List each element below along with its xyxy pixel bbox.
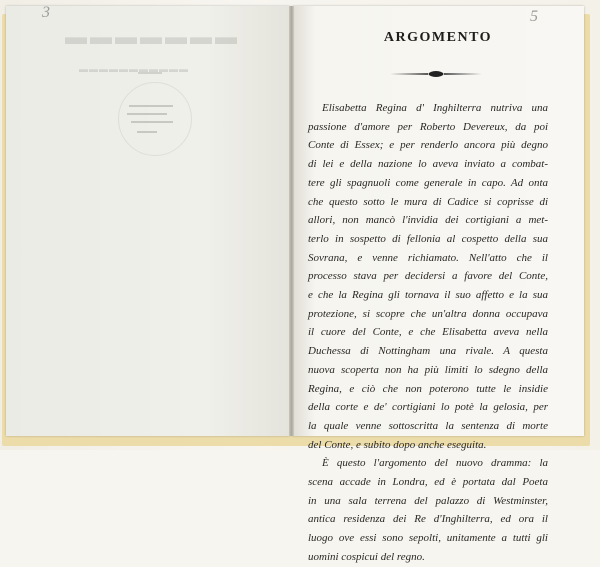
text-line: Sovrana, e venne richiamato. Nell'atto che il	[308, 251, 548, 264]
text-line: e che la Regina gli tornava il suo affetto e la sua	[308, 289, 548, 302]
text-line: scena accade in Londra, ed è portata dal Poeta	[308, 476, 548, 489]
argument-text	[308, 99, 548, 567]
book-gutter	[289, 6, 294, 436]
show-through-title: ▬▬▬▬▬▬▬	[62, 24, 237, 49]
show-through-ornament	[138, 72, 162, 74]
text-line: passione d'amore per Roberto Devereux, da poi	[308, 120, 548, 133]
pencil-page-mark-right: 5	[530, 8, 538, 25]
text-line: la quale venne sottoscritta la sentenza di morte	[308, 419, 548, 432]
text-line: del Conte, e subito dopo anche eseguita.	[308, 438, 487, 451]
text-line: di lei e della nazione lo aveva inviato a combat-	[308, 158, 548, 171]
text-line: allori, non mancò l'invidia dei cortigiani a met-	[308, 214, 548, 227]
text-line: nuova scoperta non ha più limiti lo sdegno della	[308, 363, 548, 376]
pencil-page-mark-left: 3	[42, 4, 50, 21]
text-line: protezione, si scopre che un'altra donna occupava	[308, 307, 548, 320]
show-through-subtitle: ▬▬▬▬▬▬▬▬▬▬▬	[78, 64, 188, 74]
text-line: in una sala terrena del palazzo di Westminster,	[308, 494, 548, 507]
text-line: Regina, e ciò che non poterono tutte le insidie	[308, 382, 548, 395]
library-stamp	[118, 82, 192, 156]
text-line: Conte di Essex; e per renderlo ancora più degno	[308, 139, 548, 152]
text-line: tere gli spagnuoli come generale in capo. Ad onta	[308, 176, 548, 189]
text-line: il cuore del Conte, e che Elisabetta aveva nella	[308, 326, 548, 339]
text-line: uomini cospicui del regno.	[308, 550, 425, 563]
text-line: antica residenza dei Re d'Inghilterra, ed ora il	[308, 513, 548, 526]
text-line: Elisabetta Regina d' Inghilterra nutriva una	[322, 102, 548, 114]
text-line: luogo ove essi sono sepolti, unitamente a tutti gli	[308, 532, 548, 545]
text-line: della corte e de' cortigiani lo potè la gelosia, per	[308, 401, 548, 414]
ornamental-rule-icon	[390, 70, 482, 78]
text-line: Duchessa di Nottingham una rivale. A questa	[308, 345, 548, 358]
text-line: che questo sotto le mura di Cadice si coprisse di	[308, 195, 548, 208]
section-heading: ARGOMENTO	[383, 30, 493, 45]
text-line: terlo in sospetto di fellonia al cospetto della sua	[308, 232, 548, 245]
text-line: È questo l'argomento del nuovo dramma: la	[322, 457, 548, 470]
text-line: processo stava per decidersi a favore del Conte,	[308, 270, 548, 283]
